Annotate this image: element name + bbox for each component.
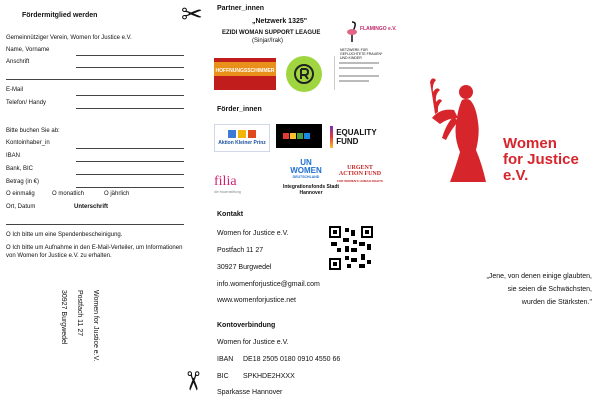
debit-intro: Bitte buchen Sie ab: [6,128,60,134]
address-line-1: Women for Justice e.V. [92,290,99,362]
org-line: Gemeinnütziger Verein, Women for Justice e.V. [6,35,132,41]
un-women-text: UN WOMEN [290,158,322,175]
bank-name: Sparkasse Hannover [217,389,283,396]
phone-field[interactable] [76,108,184,109]
bank-field[interactable] [76,174,184,175]
r-circle-logo [286,56,322,92]
quote-line-3: wurden die Stärksten." [521,299,592,306]
filia-logo [214,170,262,198]
equality-bar-icon [330,126,333,148]
iban-label: IBAN [217,356,234,363]
iban-value: DE18 2505 0180 0910 4550 66 [243,356,341,363]
contact-website[interactable]: www.womenforjustice.net [217,297,296,304]
partner-title: Partner_innen [217,5,265,12]
contact-email[interactable]: info.womenforjustice@gmail.com [217,281,320,288]
hoffnungsschimmer-text: HOFFNUNGSSCHIMMER [215,68,275,74]
bank-account-name: Women for Justice e.V. [217,339,289,346]
equality-logo [330,124,388,150]
kontakt-title: Kontakt [217,211,244,218]
quote-line-1: „Jene, von denen einige glaubten, [486,273,592,280]
account-holder-field[interactable] [76,148,184,149]
equality-text: EQUALITY FUND [336,128,377,146]
justice-figure-logo [418,74,508,182]
option-monthly[interactable]: O monatlich [52,191,85,197]
receipt-option[interactable]: O Ich bitte um eine Spendenbescheinigung. [6,232,123,238]
address-field-2[interactable] [6,79,184,80]
mailing-option[interactable]: O Ich bitte um Aufnahme in den E-Mail-Verteiler, um Informationen von Women for Justice e.V. zu erhalten. [6,245,183,259]
iban-label: IBAN [6,153,21,159]
hoffnungsschimmer-logo [214,58,276,90]
option-yearly[interactable]: O jährlich [104,191,130,197]
brand-line-2: for Justice [503,151,579,168]
quote-line-2: sie seien die Schwächsten, [507,286,592,293]
aktion-mark-icon [248,130,256,138]
divider [6,224,184,225]
address-label: Anschrift [6,59,30,65]
address-line-2: Postfach 11 27 [76,290,83,337]
r-logo-icon [293,63,315,85]
bic-label: BIC [217,373,229,380]
contact-line-1: Women for Justice e.V. [217,230,289,237]
urgent-sub: FOR WOMEN'S HUMAN RIGHTS [337,179,383,183]
scissors-icon: ✂ [181,0,203,30]
gray-logo [334,56,384,90]
qr-code [329,226,373,270]
aktion-mark-icon [238,130,246,138]
contact-line-2: Postfach 11 27 [217,247,264,254]
colorful-logo [276,124,322,148]
filia-text: filia [214,174,237,189]
urgent-action-logo [336,156,384,192]
un-women-sub: DEUTSCHLAND [292,175,320,179]
aktion-logo [214,124,270,152]
integration-label: Integrationsfonds Stadt Hannover [282,184,340,196]
netzwerk-label: „Netzwerk 1325" [252,18,308,25]
iban-field[interactable] [76,161,184,162]
flamingo-logo [338,18,366,46]
aktion-text: Aktion Kleiner Prinz [218,140,266,146]
account-holder-label: Kontoinhaber_in [6,140,50,146]
option-once[interactable]: O einmalig [6,191,35,197]
email-label: E-Mail [6,87,24,93]
amount-label: Betrag (in €) [6,179,40,185]
quote [440,270,592,309]
flamingo-sub: NETZWERK FÜR GEFLÜCHTETE FRAUEN* UND KINDER [340,48,383,60]
konto-title: Kontoverbindung [217,322,276,329]
aktion-icons [228,130,256,138]
place-date-label: Ort, Datum [6,204,36,210]
form-title: Fördermitglied werden [22,12,98,19]
flamingo-icon [345,20,359,44]
amount-field[interactable] [76,187,184,188]
ezidi-sub: (Sinjar/Irak) [252,38,284,44]
name-label: Name, Vorname [6,47,50,53]
urgent-text: URGENT ACTION FUND [338,165,382,177]
bank-label: Bank, BIC [6,166,34,172]
filia-sub: die frauenstiftung [214,190,241,194]
aktion-mark-icon [228,130,236,138]
colorful-wordmark-icon [283,132,315,140]
flamingo-label: FLAMINGO e.V. [360,26,397,32]
contact-line-3: 30927 Burgwedel [217,264,272,271]
email-field[interactable] [76,95,184,96]
phone-label: Telefon/ Handy [6,100,47,106]
signature-label: Unterschrift [74,204,109,210]
brand-line-1: Women [503,135,557,152]
scissors-icon: ✂ [176,370,207,392]
brand-name [503,136,579,184]
address-field[interactable] [76,67,184,68]
gray-text-logo [337,58,383,88]
address-line-3: 30927 Burgwedel [60,290,67,345]
bic-value: SPKHDE2HXXX [243,373,295,380]
ezidi-label: EZIDI WOMAN SUPPORT LEAGUE [222,30,321,36]
name-field[interactable] [76,55,184,56]
un-women-logo [288,156,324,182]
brand-line-3: e.V. [503,167,529,184]
foerder-title: Förder_innen [217,106,262,113]
